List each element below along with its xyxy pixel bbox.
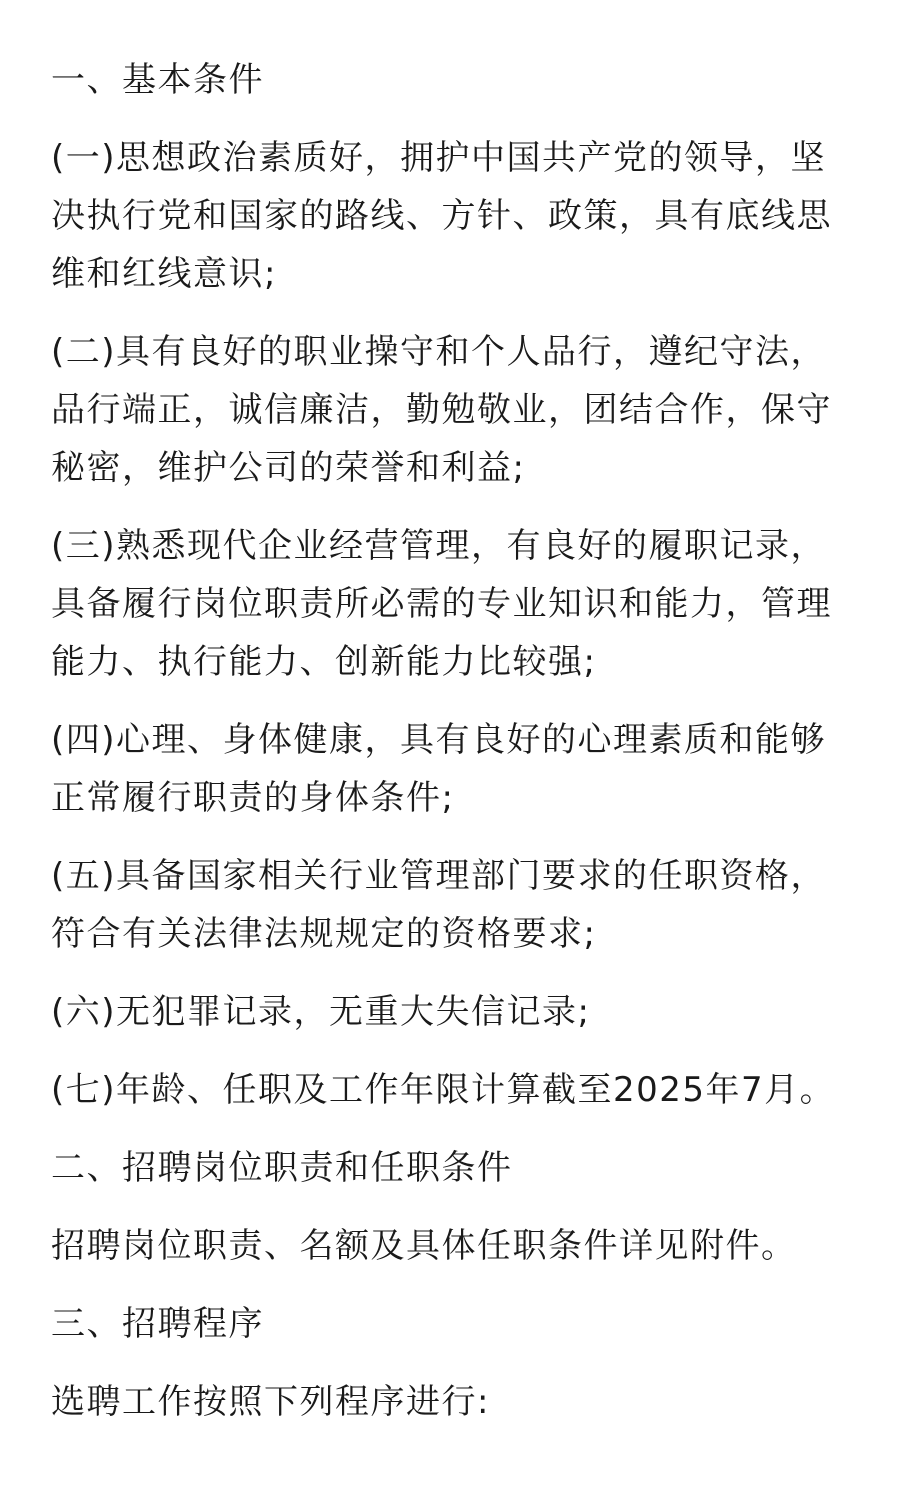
condition-item-2: (二)具有良好的职业操守和个人品行，遵纪守法，品行端正，诚信廉洁，勤勉敬业，团结合作，保守秘密，维护公司的荣誉和利益;	[51, 332, 832, 488]
procedure-body-text: 选聘工作按照下列程序进行:	[51, 1382, 490, 1422]
duties-body-text: 招聘岗位职责、名额及具体任职条件详见附件。	[51, 1226, 797, 1266]
document-body	[51, 51, 861, 1451]
condition-item-7: (七)年龄、任职及工作年限计算截至2025年7月。	[51, 1070, 836, 1110]
section-heading-duties-qualifications: 二、招聘岗位职责和任职条件	[51, 1148, 513, 1188]
condition-item-6: (六)无犯罪记录，无重大失信记录;	[51, 992, 591, 1032]
condition-item-3: (三)熟悉现代企业经营管理，有良好的履职记录，具备履行岗位职责所必需的专业知识和能力，管理能力、执行能力、创新能力比较强;	[51, 526, 832, 682]
condition-item-5: (五)具备国家相关行业管理部门要求的任职资格，符合有关法律法规规定的资格要求;	[51, 856, 827, 954]
section-heading-basic-conditions: 一、基本条件	[51, 60, 264, 100]
condition-item-4: (四)心理、身体健康，具有良好的心理素质和能够正常履行职责的身体条件;	[51, 720, 827, 818]
section-heading-recruitment-procedure: 三、招聘程序	[51, 1304, 264, 1344]
condition-item-1: (一)思想政治素质好，拥护中国共产党的领导，坚决执行党和国家的路线、方针、政策，具有底线思维和红线意识;	[51, 138, 832, 294]
